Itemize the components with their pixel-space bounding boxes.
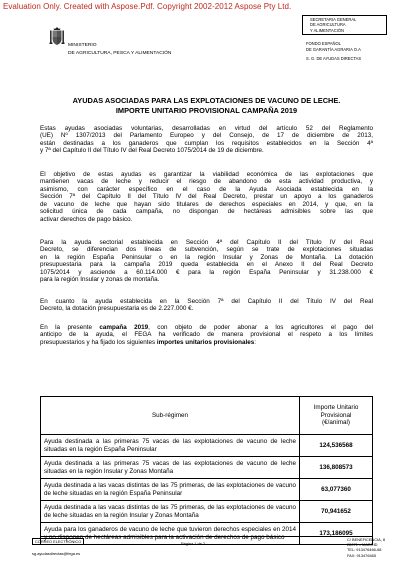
table-row — [41, 501, 373, 523]
title-line2: IMPORTE UNITARIO PROVISIONAL CAMPAÑA 2019 — [115, 105, 298, 115]
secretaria-line1: SECRETARIA GENERAL — [310, 17, 357, 22]
p2-line: asimismo, con carácter específico en el caso de la Ayuda Asociada establecida en la — [40, 185, 373, 193]
row-description: Ayuda para los ganaderos de vacuno de leche que tuvieron derechos especiales en 2014 y no disponen de hectáreas admisibles para la activación de derechos de pago básico — [41, 523, 300, 545]
table-header-row — [41, 397, 373, 435]
row-value: 136,808573 — [300, 457, 373, 479]
fega-line3: S. G. DE AYUDAS DIRECTAS — [306, 55, 362, 61]
p2-line: de vacuno de leche que hayan sido titulares de derechos especiales en 2014, y que, en la — [40, 200, 373, 208]
coat-of-arms-icon — [49, 26, 65, 47]
title-line1: AYUDAS ASOCIADAS PARA LAS EXPLOTACIONES DE VACUNO DE LECHE. — [72, 96, 341, 105]
p1-line: (UE) Nº 1307/2013 del Parlamento Europeo y del Consejo, de 17 de diciembre de 2013, — [40, 132, 373, 140]
ministry-line1: MINISTERIO — [68, 43, 97, 48]
p5-line: anticipo de la ayuda, el FEGA ha verificado de manera provisional el respeto a los límites — [40, 331, 373, 339]
row-value: 124,536568 — [300, 435, 373, 457]
secretaria-line3: Y ALIMENTACIÓN — [310, 27, 344, 33]
address-line2: 28071 – MADRID — [347, 542, 378, 548]
p4-line: Decreto, la dotación presupuestaria es de 2.227.000 €. — [40, 305, 194, 313]
p2-line: Sección 7ª del Capítulo II del Título IV del Real Decreto, prestar un apoyo a los ganaderos — [40, 193, 373, 201]
paragraph-4 — [40, 298, 373, 313]
email-address[interactable]: sg.ayudasdirectas@fega.es — [32, 551, 81, 556]
p5-line — [40, 339, 373, 346]
row-value: 63,077360 — [300, 479, 373, 501]
p1-line: y 7ª del Capítulo II del Título IV del Real Decreto 1075/2014 de 19 de diciembre. — [40, 147, 264, 155]
table-row — [41, 457, 373, 479]
postal-address — [347, 537, 385, 558]
table-row — [41, 479, 373, 501]
row-description: Ayuda destinada a las primeras 75 vacas de las explotaciones de vacuno de leche situadas en la región Insular y Zonas Montaña — [41, 457, 300, 479]
fega-line1: FONDO ESPAÑOL — [306, 41, 341, 46]
p2-line: solicitud única de cada campaña, no dispongan de hectáreas admisibles sobre las que — [40, 208, 373, 216]
row-description: Ayuda destinada a las primeras 75 vacas de las explotaciones de vacuno de leche situadas en la región España Peninsular — [41, 435, 300, 457]
fega-block — [306, 41, 361, 62]
table-row — [41, 435, 373, 457]
paragraph-1 — [40, 125, 373, 155]
page-number: Página 1 de 2 — [181, 541, 206, 546]
p5-text: presupuestarios y ha fijado los siguientes — [40, 338, 157, 346]
secretaria-box — [302, 15, 387, 35]
p5-line — [40, 324, 373, 331]
email-label: CORREO ELECTRÓNICO — [32, 538, 84, 545]
paragraph-2 — [40, 171, 373, 223]
document-title — [40, 96, 373, 115]
secretaria-line2: DE AGRICULTURA — [310, 22, 346, 28]
ministry-name — [68, 42, 171, 57]
fega-line2: DE GARANTÍA AGRARIA O.A — [306, 47, 361, 53]
header-importe-line1: Importe Unitario — [313, 404, 359, 412]
p5-text: , con objeto de poder abonar a los agricultores el pago del — [148, 324, 373, 331]
row-value: 173,186095 — [300, 523, 373, 545]
address-line3: TEL: 913476466-68 — [347, 547, 382, 553]
p5-campaign: campaña 2019 — [99, 324, 149, 331]
address-line1: C/ BENEFICENCIA, 8 — [347, 537, 386, 542]
p2-line: mantienen vacas de leche y reducir el riesgo de abandono de esta actividad productiva, y — [40, 178, 373, 186]
header-importe-line3: (€/animal) — [322, 419, 350, 427]
p3-line: Decreto, se diferencian dos líneas de subvención, según se trate de explotaciones situadas — [40, 246, 373, 254]
p5-text: En la presente — [40, 324, 100, 331]
ministry-line2: DE AGRICULTURA, PESCA Y ALIMENTACIÓN — [68, 50, 172, 56]
p3-line: para la región Insular y zonas de montaña. — [40, 276, 160, 284]
p2-line: activar derechos de pago básico. — [40, 215, 133, 223]
p3-line: Para la ayuda sectorial establecida en Sección 4ª del Capítulo II del Título IV del Real — [40, 239, 373, 246]
p1-line: están destinadas a los ganaderos que cumplan los requisitos establecidos en la Sección 4ª — [40, 139, 373, 147]
email-block — [32, 538, 84, 556]
address-line4: FAX: 913476465 — [347, 552, 376, 558]
header-importe-line2: Provisional — [320, 411, 352, 419]
p3-line: 1075/2014 y asciende a 60.114.000 € para la región España Peninsular y 31.238.000 € — [40, 268, 373, 276]
p3-line: presupuestaria para la campaña 2019 queda establecida en el Anexo II del Real Decreto — [40, 261, 373, 269]
table-row — [41, 523, 373, 545]
header-importe — [300, 397, 373, 435]
paragraph-5 — [40, 324, 373, 346]
evaluation-watermark: Evaluation Only. Created with Aspose.Pdf. Copyright 2002-2012 Aspose Pty Ltd. — [3, 2, 292, 11]
p2-line: El objetivo de estas ayudas es garantizar la viabilidad económica de las explotaciones que — [40, 171, 373, 178]
p3-line: en la región España Peninsular o en la región Insular y Zonas de Montaña. La dotación — [40, 253, 373, 261]
p5-importes: importes unitarios provisionales — [156, 338, 255, 346]
p4-line: En cuanto la ayuda establecida en la Sección 7ª del Capítulo II del Título IV del Real — [40, 298, 373, 305]
p5-text: : — [254, 338, 256, 346]
row-description: Ayuda destinada a las vacas distintas de las 75 primeras, de las explotaciones de vacuno de leche situadas en la región Insular y Zonas Montaña — [41, 501, 300, 523]
paragraph-3 — [40, 239, 373, 284]
p1-line: Estas ayudas asociadas voluntarias, desarrolladas en virtud del artículo 52 del Reglamento — [40, 125, 373, 132]
footer-divider — [40, 536, 373, 537]
header-subregimen: Sub-régimen — [41, 397, 300, 435]
row-description: Ayuda destinada a las vacas distintas de las 75 primeras, de las explotaciones de vacuno de leche situadas en la región España Peninsular — [41, 479, 300, 501]
row-value: 70,941652 — [300, 501, 373, 523]
importes-table — [40, 396, 373, 545]
